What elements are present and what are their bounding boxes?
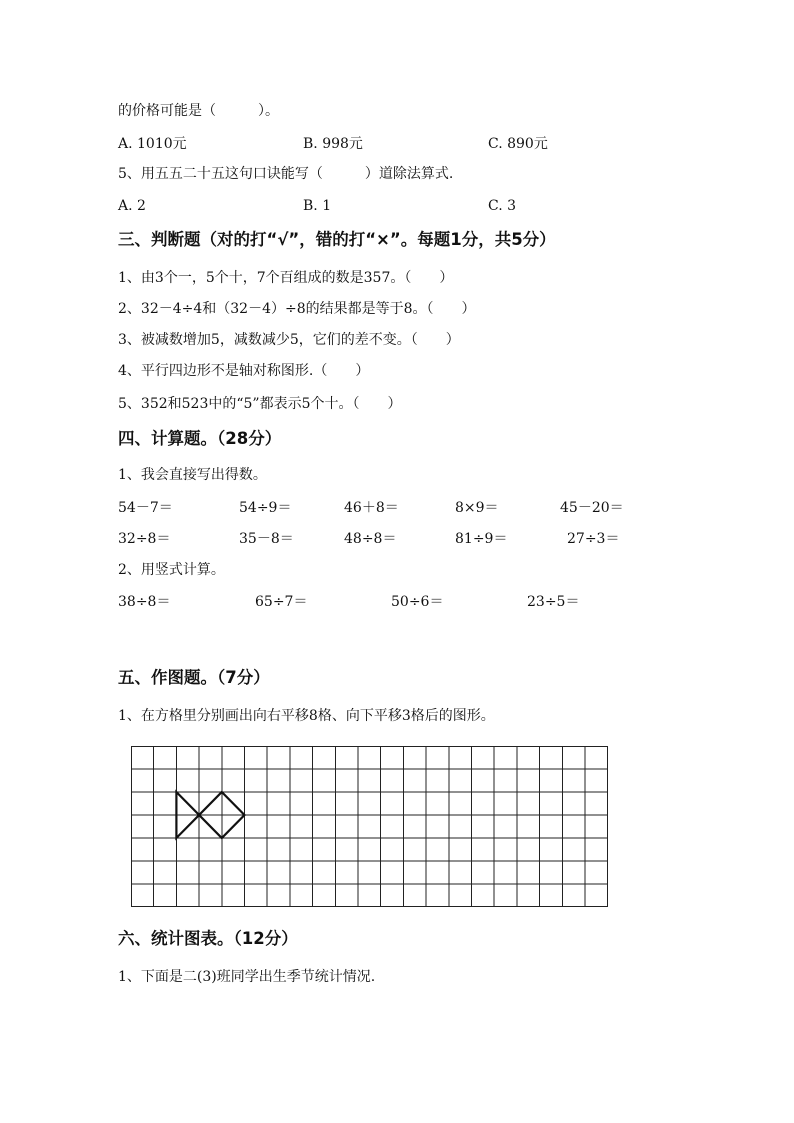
option-c: C. 890元: [488, 136, 548, 152]
option-a: A. 2: [118, 198, 146, 214]
section-4-title: 四、计算题。（28分）: [118, 429, 282, 448]
calc-item: 54÷9＝: [239, 500, 292, 516]
drawing-question: 1、在方格里分别画出向右平移8格、向下平移3格后的图形。: [118, 708, 495, 724]
vertical-calc-item: 23÷5＝: [527, 594, 580, 610]
calc-subtitle: 1、我会直接写出得数。: [118, 467, 267, 483]
section-5-title: 五、作图题。（7分）: [118, 668, 270, 687]
section-6-title: 六、统计图表。（12分）: [118, 929, 298, 948]
option-c: C. 3: [488, 198, 517, 214]
vertical-calc-item: 65÷7＝: [255, 594, 308, 610]
calc-item: 45－20＝: [560, 500, 624, 516]
judgement-item: 4、平行四边形不是轴对称图形.（ ）: [118, 363, 370, 379]
square-grid[interactable]: [131, 746, 609, 908]
grid-lines: [131, 746, 608, 907]
judgement-item: 1、由3个一，5个十，7个百组成的数是357。（ ）: [118, 270, 454, 286]
calc-item: 35－8＝: [239, 531, 294, 547]
option-b: B. 1: [303, 198, 332, 214]
calc-subtitle: 2、用竖式计算。: [118, 562, 225, 578]
statistics-question: 1、下面是二(3)班同学出生季节统计情况.: [118, 969, 376, 985]
option-a: A. 1010元: [118, 136, 187, 152]
judgement-item: 3、被减数增加5，减数减少5，它们的差不变。（ ）: [118, 332, 460, 348]
vertical-calc-item: 50÷6＝: [391, 594, 444, 610]
judgement-item: 5、352和523中的“5”都表示5个十。（ ）: [118, 396, 402, 412]
calc-item: 46＋8＝: [344, 500, 399, 516]
calc-item: 54－7＝: [118, 500, 173, 516]
question-4-tail: 的价格可能是（ ）。: [118, 103, 279, 119]
section-3-title: 三、判断题（对的打“√”，错的打“×”。每题1分，共5分）: [118, 230, 556, 249]
calc-item: 81÷9＝: [455, 531, 508, 547]
option-b: B. 998元: [303, 136, 363, 152]
vertical-calc-item: 38÷8＝: [118, 594, 171, 610]
calc-item: 48÷8＝: [344, 531, 397, 547]
question-5: 5、用五五二十五这句口诀能写（ ）道除法算式.: [118, 166, 454, 182]
calc-item: 32÷8＝: [118, 531, 171, 547]
judgement-item: 2、32－4÷4和（32－4）÷8的结果都是等于8。（ ）: [118, 301, 476, 317]
calc-item: 8×9＝: [455, 500, 499, 516]
calc-item: 27÷3＝: [567, 531, 620, 547]
